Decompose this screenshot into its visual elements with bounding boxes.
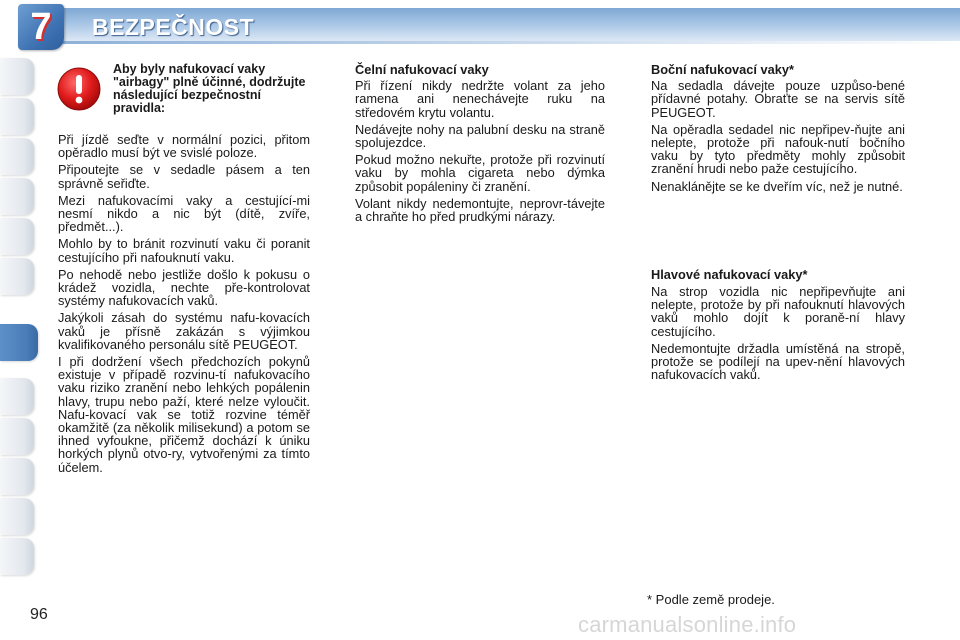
page-title: BEZPEČNOST bbox=[92, 14, 255, 40]
column-general-rules bbox=[58, 133, 310, 478]
watermark: carmanualsonline.info bbox=[578, 612, 797, 637]
side-tab-10[interactable] bbox=[0, 458, 34, 495]
side-tab-9[interactable] bbox=[0, 418, 34, 455]
paragraph: Po nehodě nebo jestliže došlo k pokusu o krádež vozidla, nechte pře-kontrolovat systémy nafukovacích vaků. bbox=[58, 266, 310, 309]
paragraph: I při dodržení všech předchozích pokynů existuje v případě rozvinu-tí nafukovacího vaku riziko zranění nebo lehkých popálenin hlavy, trupu nebo paží, které nelze vyloučit. Nafu-kovací vak se totiž rozvine téměř okamžitě (za několik milisekund) a potom se ihned vyfoukne, přičemž dochází k úniku horkých plynů otvo-ry, vytvořenými za tímto účelem. bbox=[58, 354, 310, 475]
page-header bbox=[0, 0, 960, 52]
paragraph: Na opěradla sedadel nic nepřipev-ňujte ani nelepte, protože při nafouk-nutí bočního vaku by tyto předměty mohly způsobit zranění hrudi nebo paže cestujícího. bbox=[651, 121, 905, 177]
side-tab-11[interactable] bbox=[0, 498, 34, 535]
side-tab-strip bbox=[0, 58, 36, 578]
paragraph: Mezi nafukovacími vaky a cestující-mi nesmí nikdo a nic být (dítě, zvíře, předmět...). bbox=[58, 192, 310, 235]
column-front-airbags bbox=[355, 63, 605, 227]
column-side-airbags bbox=[651, 63, 905, 197]
paragraph: Jakýkoli zásah do systému nafu-kovacích vaků je přísně zakázán s výjimkou kvalifikovaného personálu sítě PEUGEOT. bbox=[58, 310, 310, 352]
side-tab-7-active[interactable] bbox=[0, 324, 38, 361]
side-tab-4[interactable] bbox=[0, 178, 34, 215]
curtain-airbags-heading-block bbox=[651, 268, 905, 284]
chapter-number: 7 bbox=[30, 6, 52, 48]
paragraph: Pokud možno nekuřte, protože při rozvinutí vaku by mohla cigareta nebo dýmka způsobit popáleniny či zranění. bbox=[355, 152, 605, 194]
paragraph: Na strop vozidla nic nepřipevňujte ani nelepte, protože by při nafouknutí hlavových vaků mohlo dojít k poraně-ní hlavy cestujícího. bbox=[651, 284, 905, 339]
exclamation-icon bbox=[56, 66, 102, 112]
section-heading: Hlavové nafukovací vaky* bbox=[651, 267, 808, 282]
section-heading: Čelní nafukovací vaky bbox=[355, 62, 489, 77]
paragraph: Volant nikdy nedemontujte, neprovr-távejte a chraňte ho před prudkými nárazy. bbox=[355, 195, 605, 225]
side-tab-3[interactable] bbox=[0, 138, 34, 175]
paragraph: Na sedadla dávejte pouze uzpůso-bené přídavné potahy. Obraťte se na servis sítě PEUGEOT. bbox=[651, 78, 905, 120]
paragraph: Při jízdě seďte v normální pozici, přitom opěradlo musí být ve svislé poloze. bbox=[58, 132, 310, 161]
paragraph: Nenaklánějte se ke dveřím víc, než je nutné. bbox=[651, 178, 903, 194]
side-tab-5[interactable] bbox=[0, 218, 34, 255]
page-number: 96 bbox=[30, 606, 48, 623]
side-tab-6[interactable] bbox=[0, 258, 34, 295]
warning-text: Aby byly nafukovací vaky "airbagy" plně účinné, dodržujte následující bezpečnostní pravidla: bbox=[113, 62, 306, 115]
side-tab-8[interactable] bbox=[0, 378, 34, 415]
side-tab-12[interactable] bbox=[0, 538, 34, 575]
paragraph: Při řízení nikdy nedržte volant za jeho ramena ani nenechávejte ruku na středovém krytu volantu. bbox=[355, 78, 605, 120]
paragraph: Mohlo by to bránit rozvinutí vaku či poranit cestujícího při nafouknutí vaku. bbox=[58, 236, 310, 265]
column-curtain-airbags bbox=[651, 285, 905, 385]
side-tab-2[interactable] bbox=[0, 98, 34, 135]
section-heading: Boční nafukovací vaky* bbox=[651, 62, 794, 77]
paragraph: Připoutejte se v sedadle pásem a ten správně seřiďte. bbox=[58, 162, 310, 191]
footnote: * Podle země prodeje. bbox=[647, 592, 775, 607]
paragraph: Nedávejte nohy na palubní desku na straně spolujezdce. bbox=[355, 121, 605, 151]
paragraph: Nedemontujte držadla umístěná na stropě, protože se podílejí na upev-nění hlavových nafukovacích vaků. bbox=[651, 340, 905, 383]
chapter-tab bbox=[18, 4, 64, 50]
side-tab-1[interactable] bbox=[0, 58, 34, 95]
